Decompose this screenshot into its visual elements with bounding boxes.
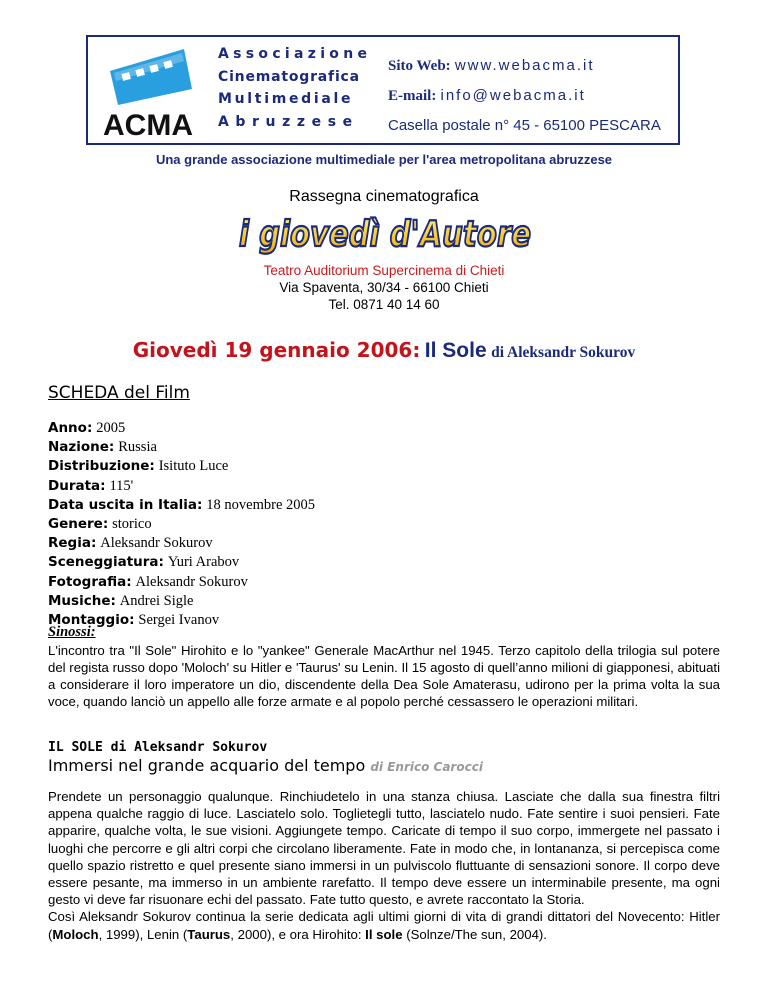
article-subtitle [48, 756, 483, 775]
assoc-line-2: Cinematografica [218, 68, 360, 85]
fact-row: Sceneggiatura: Yuri Arabov [48, 554, 240, 571]
venue-name: Teatro Auditorium Supercinema di Chieti [263, 263, 505, 278]
article-paragraph-1: Prendete un personaggio qualunque. Rinchiudetelo in una stanza chiusa. Lasciate che dalla sua finestra filtri appena qualche raggio di luce. Lasciatelo solo. Toglietegli tutto, lasciatelo nudo. Fate sentire i suoi pensieri. Fate apparire, qualche volta, le sue visioni. Aggiungete tempo. Caricate di tempo il suo corpo, immergete nel passato i luoghi che percorre e gli altri corpi che circolano liberamente. Fate in modo che, in lontananza, si percepisca come quello spazio ristretto e quel presente siano immersi in un pulviscolo fluttuante di sensazioni sonore. Il corpo deve essere pesante, ma immerso in un ambiente rarefatto. Il tempo deve essere un interminabile presente, ma ogni gesto vi deve far risuonare echi del passato. Fate tutto questo, e avrete raccontato la Storia. [48, 789, 720, 908]
subtitle-text: Immersi nel grande acquario del tempo [48, 756, 366, 775]
article-paragraph-2: Così Aleksandr Sokurov continua la serie dedicata agli ultimi giorni di vita di grandi dittatori del Novecento: Hitler (Moloch, 1999), Lenin (Taurus, 2000), e ora Hirohito: Il sole (Solnze/The sun, 2004). [48, 909, 720, 942]
web-label: Sito Web: [388, 58, 451, 74]
event-date: Giovedì 19 gennaio 2006: [132, 338, 421, 362]
fact-row: Montaggio: Sergei Ivanov [48, 612, 220, 629]
article-body [48, 788, 720, 943]
fact-row: Data uscita in Italia: 18 novembre 2005 [48, 496, 316, 513]
assoc-line-1: Associazione [218, 46, 372, 62]
fact-row: Nazione: Russia [48, 439, 157, 456]
email-label: E-mail: [388, 88, 437, 104]
fact-row: Regia: Aleksandr Sokurov [48, 535, 213, 552]
email-link[interactable]: info@webacma.it [440, 87, 586, 104]
fact-row: Anno: 2005 [48, 420, 126, 436]
article-title: IL SOLE di Aleksandr Sokurov [48, 740, 268, 755]
fact-row: Distribuzione: Isituto Luce [48, 458, 229, 475]
venue-info [0, 262, 768, 313]
web-link[interactable]: www.webacma.it [454, 57, 595, 74]
svg-text:ACMA: ACMA [103, 109, 193, 142]
fact-row: Durata: 115' [48, 477, 134, 494]
venue-address: Via Spaventa, 30/34 - 66100 Chieti [279, 280, 489, 295]
tagline: Una grande associazione multimediale per l'area metropolitana abruzzese [155, 152, 613, 167]
fact-row: Fotografia: Aleksandr Sokurov [48, 573, 248, 590]
film-facts [48, 418, 315, 629]
sinossi-title: Sinossi: [48, 624, 96, 640]
contact-info [388, 51, 661, 141]
banner-logo [235, 208, 535, 258]
association-name [218, 43, 371, 133]
assoc-line-4: Abruzzese [218, 113, 359, 130]
event-heading [0, 338, 768, 363]
acma-logo [98, 43, 198, 142]
byline: di Enrico Carocci [370, 760, 483, 774]
scheda-heading: SCHEDA del Film [48, 383, 190, 403]
fact-row: Musiche: Andrei Sigle [48, 592, 194, 609]
assoc-line-3: Multimediale [218, 91, 354, 107]
svg-text:i giovedì d'Autore: i giovedì d'Autore [239, 214, 531, 255]
event-author: di Aleksandr Sokurov [491, 344, 636, 361]
header-box [86, 35, 680, 145]
fact-row: Genere: storico [48, 516, 152, 533]
rassegna-title: Rassegna cinematografica [289, 188, 479, 205]
sinossi-text: L'incontro tra "Il Sole" Hirohito e lo "yankee" Generale MacArthur nel 1945. Terzo capitolo della trilogia sul potere del regista russo dopo 'Moloch' su Hitler e 'Taurus' su Lenin. Il 15 agosto di quell’anno milioni di giapponesi, abituati a considerare il loro imperatore un dio, discendente della Dea Sole Amaterasu, udirono per la prima volta la sua voce, quando lanciò un appello alle forze armate e al popolo perché cessassero le operazioni militari. [48, 643, 720, 709]
postal-address: Casella postale n° 45 - 65100 PESCARA [388, 117, 661, 134]
event-title: Il Sole [424, 339, 487, 362]
venue-phone: Tel. 0871 40 14 60 [328, 297, 440, 312]
